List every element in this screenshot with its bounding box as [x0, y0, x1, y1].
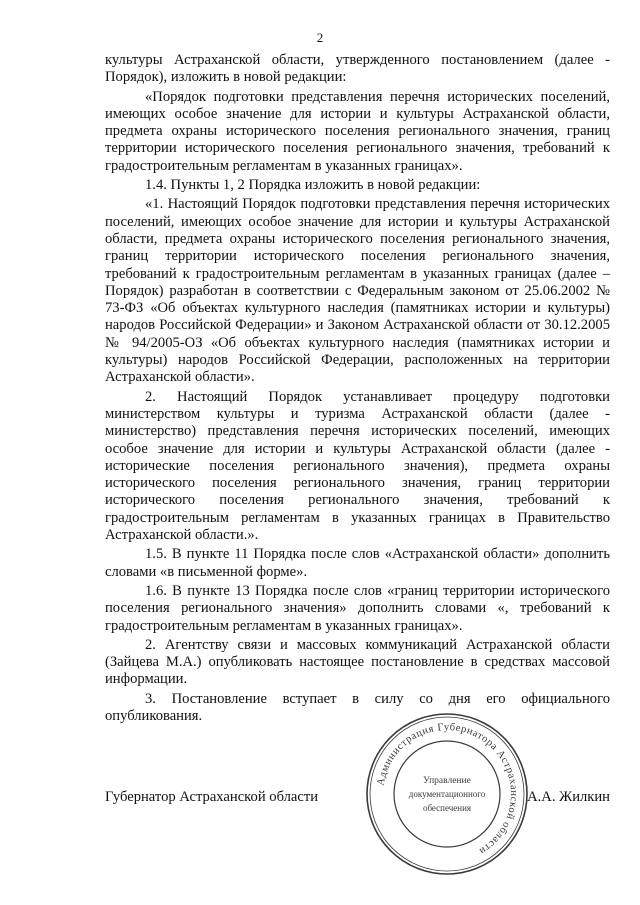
paragraph-section-2: 2. Агентству связи и массовых коммуникаций Астраханской области (Зайцева М.А.) опубликовать настоящее постановление в средствах массовой информации. — [105, 636, 610, 688]
paragraph-point-1: «1. Настоящий Порядок подготовки представления перечня исторических поселений, имеющих особое значение для истории и культуры Астраханской области, предмета охраны исторического поселения регионального значения, границ территории исторического поселения регионального значения, требований к градостроительным регламентам в указанных границах (далее – Порядок) разработан в соответствии с Федеральным законом от 25.06.2002 № 73-ФЗ «Об объектах культурного наследия (памятниках истории и культуры) народов Российской Федерации» и Законом Астраханской области от 30.12.2005 № 94/2005-ОЗ «Об объектах культурного наследия (памятниках истории и культуры) народов Российской Федерации, расположенных на территории Астраханской области». — [105, 196, 610, 386]
paragraph-order-title: «Порядок подготовки представления перечня исторических поселений, имеющих особое значение для истории и культуры Астраханской области, предмета охраны исторического поселения регионального значения, границ территории исторического поселения регионального значения, требований к градостроительным регламентам в указанных границах». — [105, 88, 610, 174]
stamp-ring-text: Администрация Губернатора Астраханской области — [375, 721, 520, 857]
paragraph-section-3: 3. Постановление вступает в силу со дня его официального опубликования. — [105, 690, 610, 724]
paragraph-item-1-4: 1.4. Пункты 1, 2 Порядка изложить в новой редакции: — [145, 177, 481, 194]
signatory-name: А.А. Жилкин — [527, 789, 610, 805]
stamp-graphic — [364, 711, 530, 877]
stamp-center-line-3: обеспечения — [422, 803, 472, 813]
paragraph-point-2: 2. Настоящий Порядок устанавливает процедуру подготовки министерством культуры и туризма Астраханской области (далее - министерство) представления перечня исторических поселений, имеющих особое значение для истории и культуры Астраханской области (далее - исторические поселения регионального значения), предмета охраны исторического поселения регионального значения, границ территории исторического поселения регионального значения, требований к градостроительным регламентам в указанных границах в Правительство Астраханской области.». — [105, 388, 610, 544]
paragraph-item-1-5: 1.5. В пункте 11 Порядка после слов «Астраханской области» дополнить словами «в письменной форме». — [105, 546, 610, 580]
page-number: 2 — [316, 30, 324, 45]
paragraph-continuation: культуры Астраханской области, утвержденного постановлением (далее - Порядок), изложить в новой редакции: — [105, 52, 610, 86]
stamp-center-line-2: документационного — [408, 789, 486, 799]
stamp-center-line-1: Управление — [423, 776, 471, 786]
paragraph-item-1-6: 1.6. В пункте 13 Порядка после слов «границ территории исторического поселения регионального значения» дополнить словами «, требований к градостроительным регламентам в указанных границах». — [105, 582, 610, 634]
official-stamp — [364, 711, 530, 877]
signatory-position: Губернатор Астраханской области — [105, 789, 319, 805]
document-body — [105, 52, 610, 725]
